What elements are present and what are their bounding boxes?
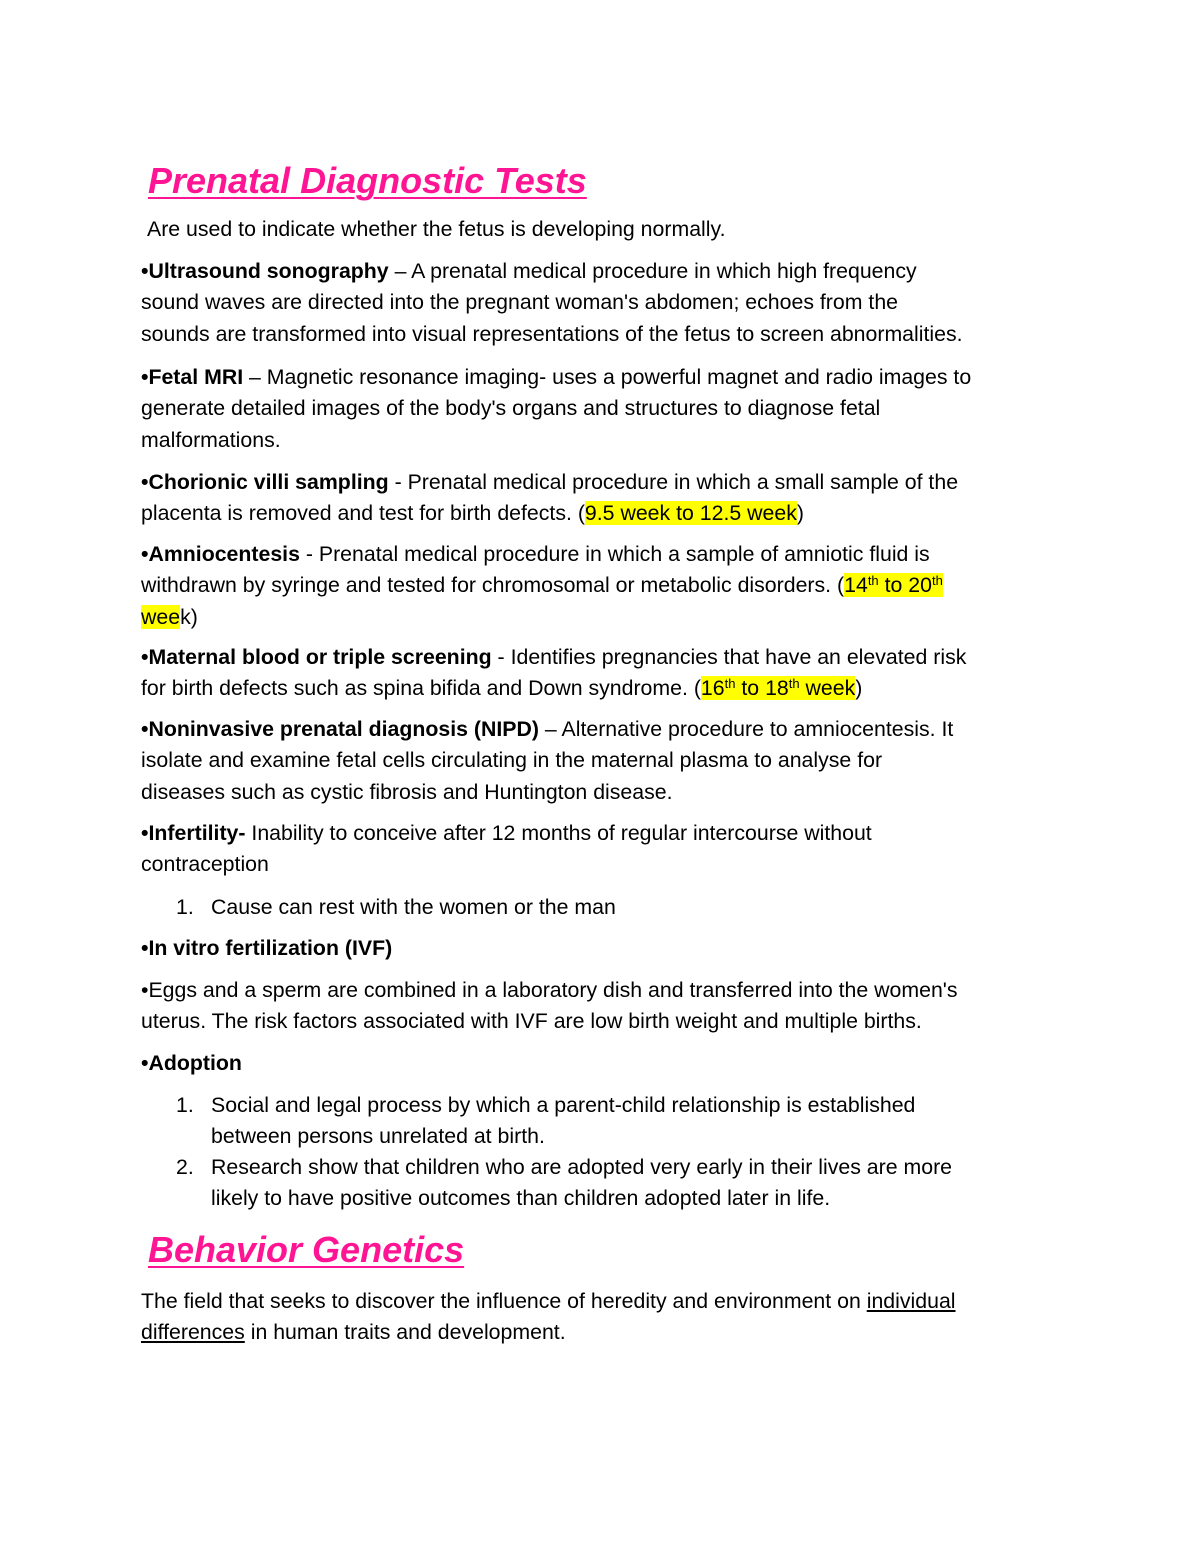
nipd-paragraph: •Noninvasive prenatal diagnosis (NIPD) – Alternative procedure to amniocentesis. It isolate and examine fetal cells circulating in the maternal plasma to analyse for diseases such as cystic fibrosis and Huntington disease.	[141, 717, 954, 804]
adoption-heading	[141, 1048, 1071, 1079]
term-infertility: •Infertility-	[141, 821, 246, 845]
term-ivf: •In vitro fertilization (IVF)	[141, 936, 393, 960]
cvs-paragraph: •Chorionic villi sampling - Prenatal medical procedure in which a small sample of the placenta is removed and test for birth defects. (9.5 week to 12.5 week)	[141, 470, 959, 526]
term-adoption: •Adoption	[141, 1051, 242, 1075]
ivf-heading	[141, 933, 1071, 964]
intro-paragraph: Are used to indicate whether the fetus is developing normally.	[147, 217, 726, 241]
behavior-genetics-paragraph: The field that seeks to discover the influence of heredity and environment on individual differences in human traits and development.	[141, 1289, 956, 1345]
amniocentesis-paragraph: •Amniocentesis - Prenatal medical procedure in which a sample of amniotic fluid is withdrawn by syringe and tested for chromosomal or metabolic disorders. (14th to 20th week)	[141, 542, 943, 629]
ivf-paragraph: •Eggs and a sperm are combined in a laboratory dish and transferred into the women's uterus. The risk factors associated with IVF are low birth weight and multiple births.	[141, 978, 958, 1034]
highlight-cvs-weeks: 9.5 week to 12.5 week	[584, 501, 797, 526]
term-amniocentesis: •Amniocentesis	[141, 542, 300, 566]
highlight-amnio-weeks: 14th to 20th	[844, 573, 943, 598]
document-page: Prenatal Diagnostic Tests Are used to indicate whether the fetus is developing normally. •Ultrasound sonography – A prenatal medical procedure in which high frequency sound waves are directed into the pregnant woman's abdomen; echoes from the sounds are transformed into visual representations of the fetus to screen abnormalities. •Fetal MRI – Magnetic resonance imaging- uses a powerful magnet and radio images to generate detailed images of the body's organs and structures to diagnose fetal malformations. •Chorionic villi sampling - Prenatal medical procedure in which a small sample of the placenta is removed and test for birth defects. (9.5 week to 12.5 week) •Amniocentesis - Prenatal medical procedure in which a sample of amniotic fluid is withdrawn by syringe and tested for chromosomal or metabolic disorders. (14th to 20th week) •Maternal blood or triple screening - Identifies pregnancies that have an elevated risk for birth defects such as spina bifida and Down syndrome. (16th to 18th week) •Noninvasive prenatal diagnosis (NIPD) – Alternative procedure to amniocentesis. It isolate and examine fetal cells circulating in the maternal plasma to analyse for diseases such as cystic fibrosis and Huntington disease. •Infertility- Inability to conceive after 12 months of regular intercourse without contraception 1. Cause can rest with the women or the man •In vitro fertilization (IVF) •Eggs and a sperm are combined in a laboratory dish and transferred into the women's uterus. The risk factors associated with IVF are low birth weight and multiple births. •Adoption 1. Social and legal process by which a parent-child relationship is established between persons unrelated at birth. 2. Research show that children who are adopted very early in their lives are more likely to have positive outcomes than children adopted later in life. Behavior Genetics The field that seeks to discover the influence of heredity and environment on individual differences in human traits and development.	[0, 0, 1200, 1553]
ultrasound-paragraph: •Ultrasound sonography – A prenatal medical procedure in which high frequency sound waves are directed into the pregnant woman's abdomen; echoes from the sounds are transformed into visual representations of the fetus to screen abnormalities.	[141, 259, 963, 346]
highlight-maternal-weeks: 16th to 18th week	[700, 676, 856, 701]
fetal-mri-paragraph: •Fetal MRI – Magnetic resonance imaging- uses a powerful magnet and radio images to generate detailed images of the body's organs and structures to diagnose fetal malformations.	[141, 365, 972, 452]
infertility-paragraph: •Infertility- Inability to conceive after 12 months of regular intercourse without contraception	[141, 821, 872, 877]
highlight-amnio-week-cont: wee	[141, 604, 181, 629]
section-title-prenatal: Prenatal Diagnostic Tests	[148, 160, 587, 201]
term-cvs: •Chorionic villi sampling	[141, 470, 389, 494]
maternal-screening-paragraph: •Maternal blood or triple screening - Identifies pregnancies that have an elevated risk for birth defects such as spina bifida and Down syndrome. (16th to 18th week)	[141, 645, 967, 701]
section-title-behavior-genetics: Behavior Genetics	[148, 1229, 465, 1270]
term-maternal-screening: •Maternal blood or triple screening	[141, 645, 492, 669]
term-ultrasound: •Ultrasound sonography	[141, 259, 389, 283]
term-nipd: •Noninvasive prenatal diagnosis (NIPD)	[141, 717, 539, 741]
term-fetal-mri: •Fetal MRI	[141, 365, 244, 389]
